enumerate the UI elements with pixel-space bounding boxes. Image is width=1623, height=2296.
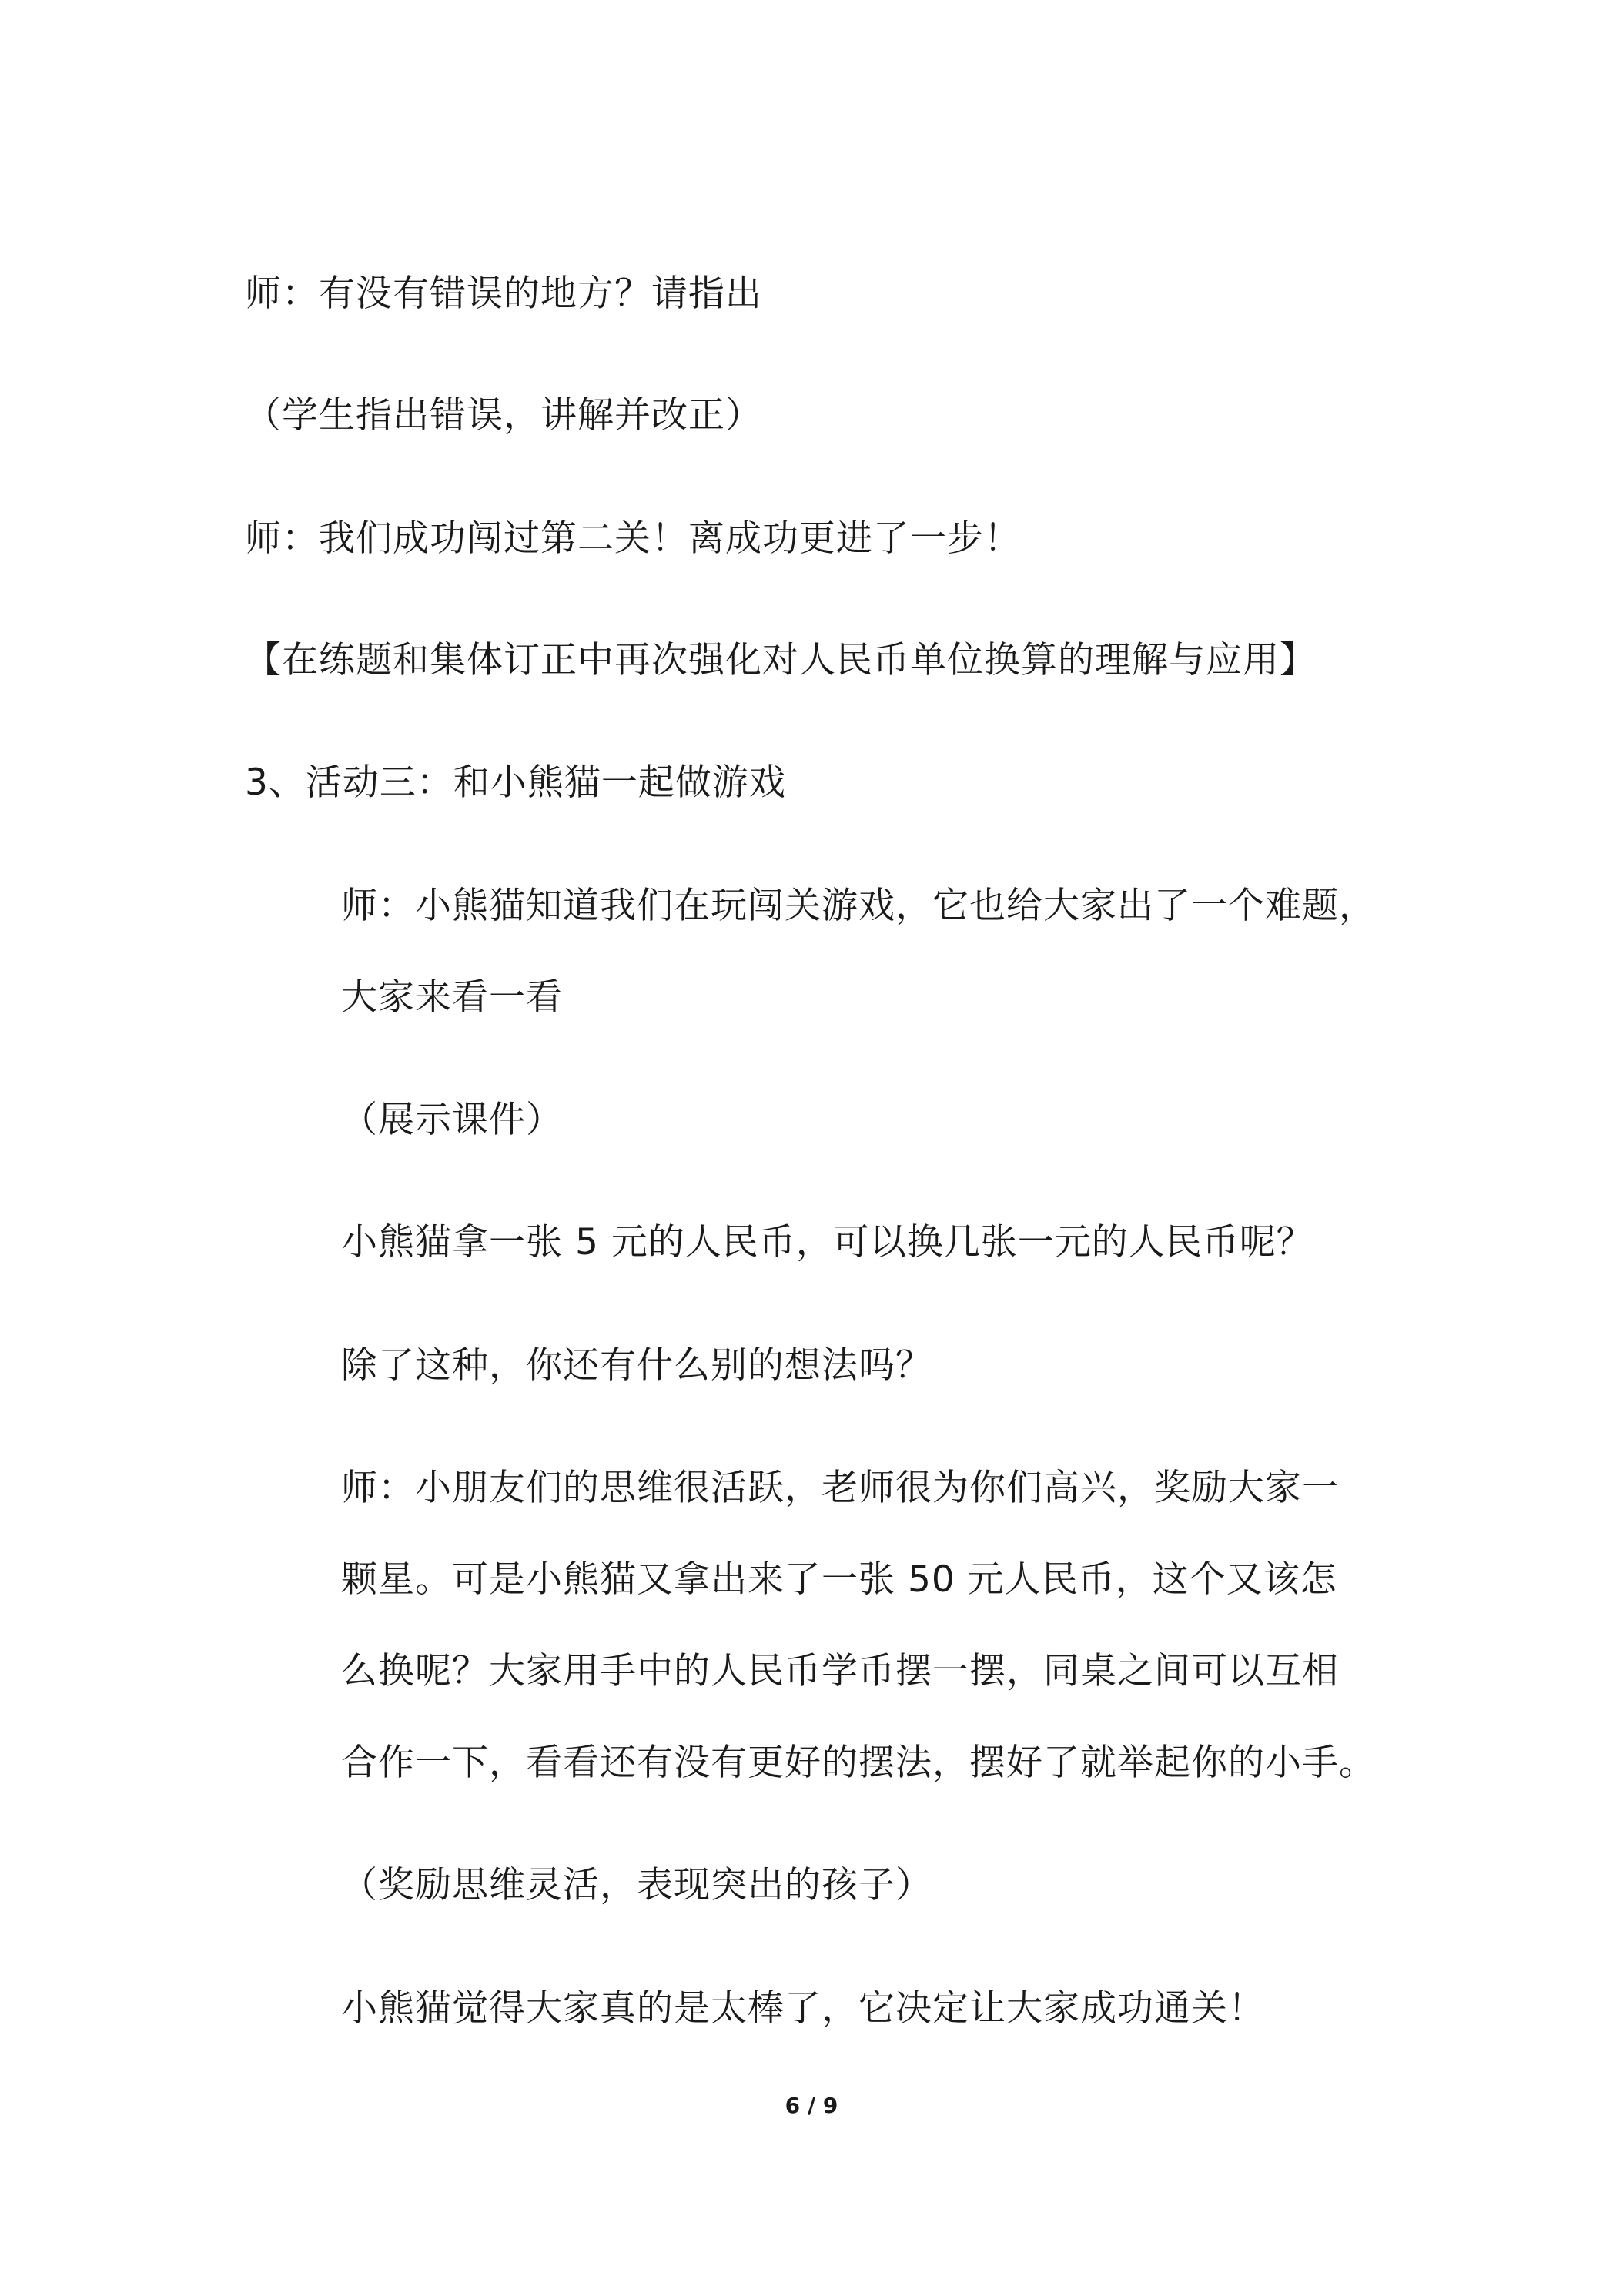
- reward-note: （奖励思维灵活，表现突出的孩子）: [341, 1864, 932, 1906]
- teacher-praise-line: 师：我们成功闯过第二关！离成功更进了一步！: [245, 517, 1021, 560]
- five-yuan-question: 小熊猫拿一张 5 元的人民币，可以换几张一元的人民币呢？: [341, 1221, 1313, 1263]
- other-ideas-question: 除了这种，你还有什么别的想法吗？: [341, 1344, 932, 1387]
- pass-level-line: 小熊猫觉得大家真的是太棒了，它决定让大家成功通关！: [341, 1987, 1265, 2030]
- activity-three-heading: 3、活动三：和小熊猫一起做游戏: [245, 761, 786, 804]
- teacher-question-line: 师：有没有错误的地方？请指出: [245, 273, 762, 315]
- page-number: 6 / 9: [785, 2093, 838, 2118]
- teaching-intent-note: 【在练题和集体订正中再次强化对人民币单位换算的理解与应用】: [245, 639, 1317, 681]
- fifty-yuan-line-1: 师：小朋友们的思维很活跃，老师很为你们高兴，奖励大家一: [341, 1467, 1339, 1509]
- fifty-yuan-line-4: 合作一下，看看还有没有更好的摆法，摆好了就举起你的小手。: [341, 1742, 1376, 1784]
- show-courseware-note: （展示课件）: [341, 1099, 563, 1141]
- student-correction-note: （学生指出错误，讲解并改正）: [245, 394, 762, 437]
- fifty-yuan-line-2: 颗星。可是小熊猫又拿出来了一张 50 元人民币，这个又该怎: [341, 1558, 1337, 1601]
- panda-intro-line-1: 师：小熊猫知道我们在玩闯关游戏，它也给大家出了一个难题，: [341, 885, 1376, 927]
- fifty-yuan-line-3: 么换呢？大家用手中的人民币学币摆一摆，同桌之间可以互相: [341, 1650, 1339, 1692]
- panda-intro-line-2: 大家来看一看: [341, 976, 563, 1019]
